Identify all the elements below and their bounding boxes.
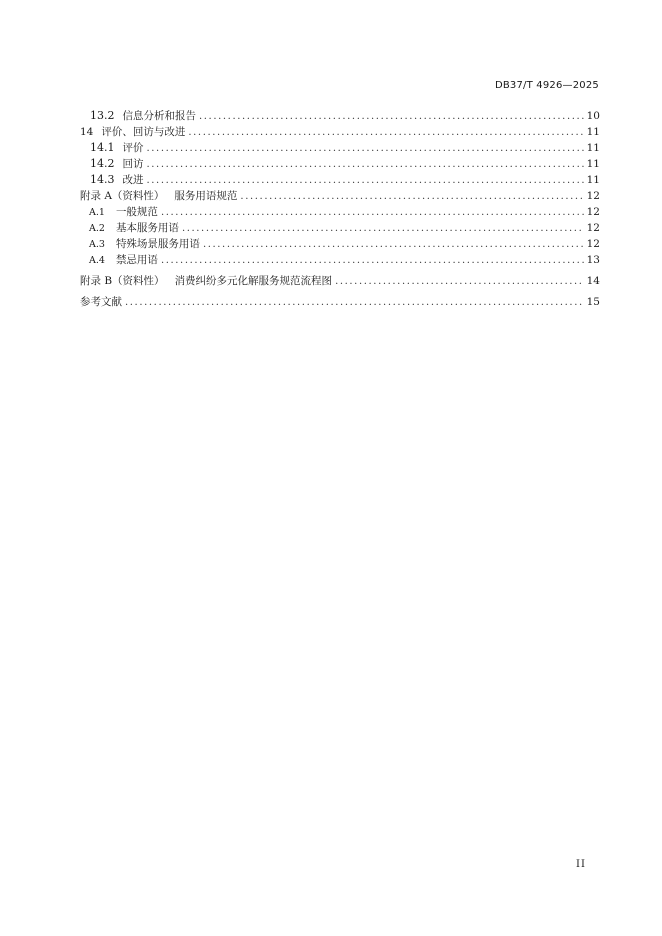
toc-leader-dots bbox=[147, 141, 584, 157]
toc-entry-a-4[interactable] bbox=[80, 252, 600, 268]
toc-entry-page: 11 bbox=[586, 158, 600, 170]
toc-entry-page: 12 bbox=[586, 190, 600, 202]
toc-entry-title: 信息分析和报告 bbox=[122, 110, 196, 122]
toc-entry-page: 11 bbox=[586, 174, 600, 186]
toc-entry-number: 13.2 bbox=[90, 109, 115, 122]
toc-entry-title: 特殊场景服务用语 bbox=[115, 238, 200, 250]
toc-entry-number: A.1 bbox=[89, 207, 105, 218]
toc-leader-dots bbox=[240, 189, 583, 205]
toc-entry-title: 评价 bbox=[122, 142, 144, 154]
toc-entry-page: 15 bbox=[586, 296, 600, 308]
toc-entry-14-1[interactable] bbox=[80, 140, 600, 156]
toc-entry-title: 回访 bbox=[122, 158, 144, 170]
toc-entry-13-2[interactable] bbox=[80, 108, 600, 124]
toc-entry-page: 11 bbox=[586, 142, 600, 154]
toc-entry-title: 禁忌用语 bbox=[115, 254, 158, 266]
toc-entry-appendix-b[interactable] bbox=[80, 273, 600, 289]
toc-leader-dots bbox=[199, 109, 584, 125]
toc-entry-a-2[interactable] bbox=[80, 220, 600, 236]
toc-leader-dots bbox=[203, 237, 584, 253]
toc-entry-appendix-a[interactable] bbox=[80, 188, 600, 204]
toc-entry-title: 评价、回访与改进 bbox=[101, 126, 186, 138]
page-number: II bbox=[576, 859, 586, 870]
toc-entry-number: A.2 bbox=[89, 223, 105, 234]
toc-entry-page: 11 bbox=[586, 126, 600, 138]
toc-leader-dots bbox=[125, 295, 584, 311]
toc-entry-title: 参考文献 bbox=[80, 296, 122, 308]
toc-entry-page: 14 bbox=[586, 275, 600, 287]
toc-entry-page: 10 bbox=[586, 110, 600, 122]
toc-leader-dots bbox=[147, 157, 584, 173]
toc-leader-dots bbox=[335, 274, 584, 290]
toc-entry-number: 14.1 bbox=[90, 141, 115, 154]
toc-entry-title: 消费纠纷多元化解服务规范流程图 bbox=[174, 275, 333, 287]
toc-leader-dots bbox=[182, 221, 584, 237]
toc-entry-number: 附录 A（资料性） bbox=[80, 190, 165, 202]
toc-entry-title: 基本服务用语 bbox=[115, 222, 179, 234]
toc-entry-page: 13 bbox=[586, 254, 600, 266]
toc-entry-title: 服务用语规范 bbox=[174, 190, 238, 202]
toc-leader-dots bbox=[161, 253, 584, 269]
toc-entry-number: 14.2 bbox=[90, 157, 115, 170]
standard-code: DB37/T 4926—2025 bbox=[494, 80, 599, 91]
toc-leader-dots bbox=[147, 173, 584, 189]
toc-entry-14[interactable] bbox=[80, 124, 600, 140]
toc-entry-title: 改进 bbox=[122, 174, 144, 186]
toc-entry-14-2[interactable] bbox=[80, 156, 600, 172]
toc-entry-number: A.3 bbox=[89, 239, 105, 250]
toc-entry-number: 14 bbox=[80, 126, 94, 138]
table-of-contents bbox=[80, 108, 600, 310]
toc-entry-14-3[interactable] bbox=[80, 172, 600, 188]
toc-entry-page: 12 bbox=[586, 222, 600, 234]
toc-entry-title: 一般规范 bbox=[115, 206, 158, 218]
toc-entry-page: 12 bbox=[586, 238, 600, 250]
toc-entry-number: A.4 bbox=[89, 255, 105, 266]
toc-entry-number: 附录 B（资料性） bbox=[80, 275, 165, 287]
toc-entry-a-1[interactable] bbox=[80, 204, 600, 220]
toc-entry-references[interactable] bbox=[80, 294, 600, 310]
toc-entry-page: 12 bbox=[586, 206, 600, 218]
toc-entry-a-3[interactable] bbox=[80, 236, 600, 252]
toc-entry-number: 14.3 bbox=[90, 173, 115, 186]
toc-leader-dots bbox=[161, 205, 584, 221]
toc-leader-dots bbox=[188, 125, 583, 141]
